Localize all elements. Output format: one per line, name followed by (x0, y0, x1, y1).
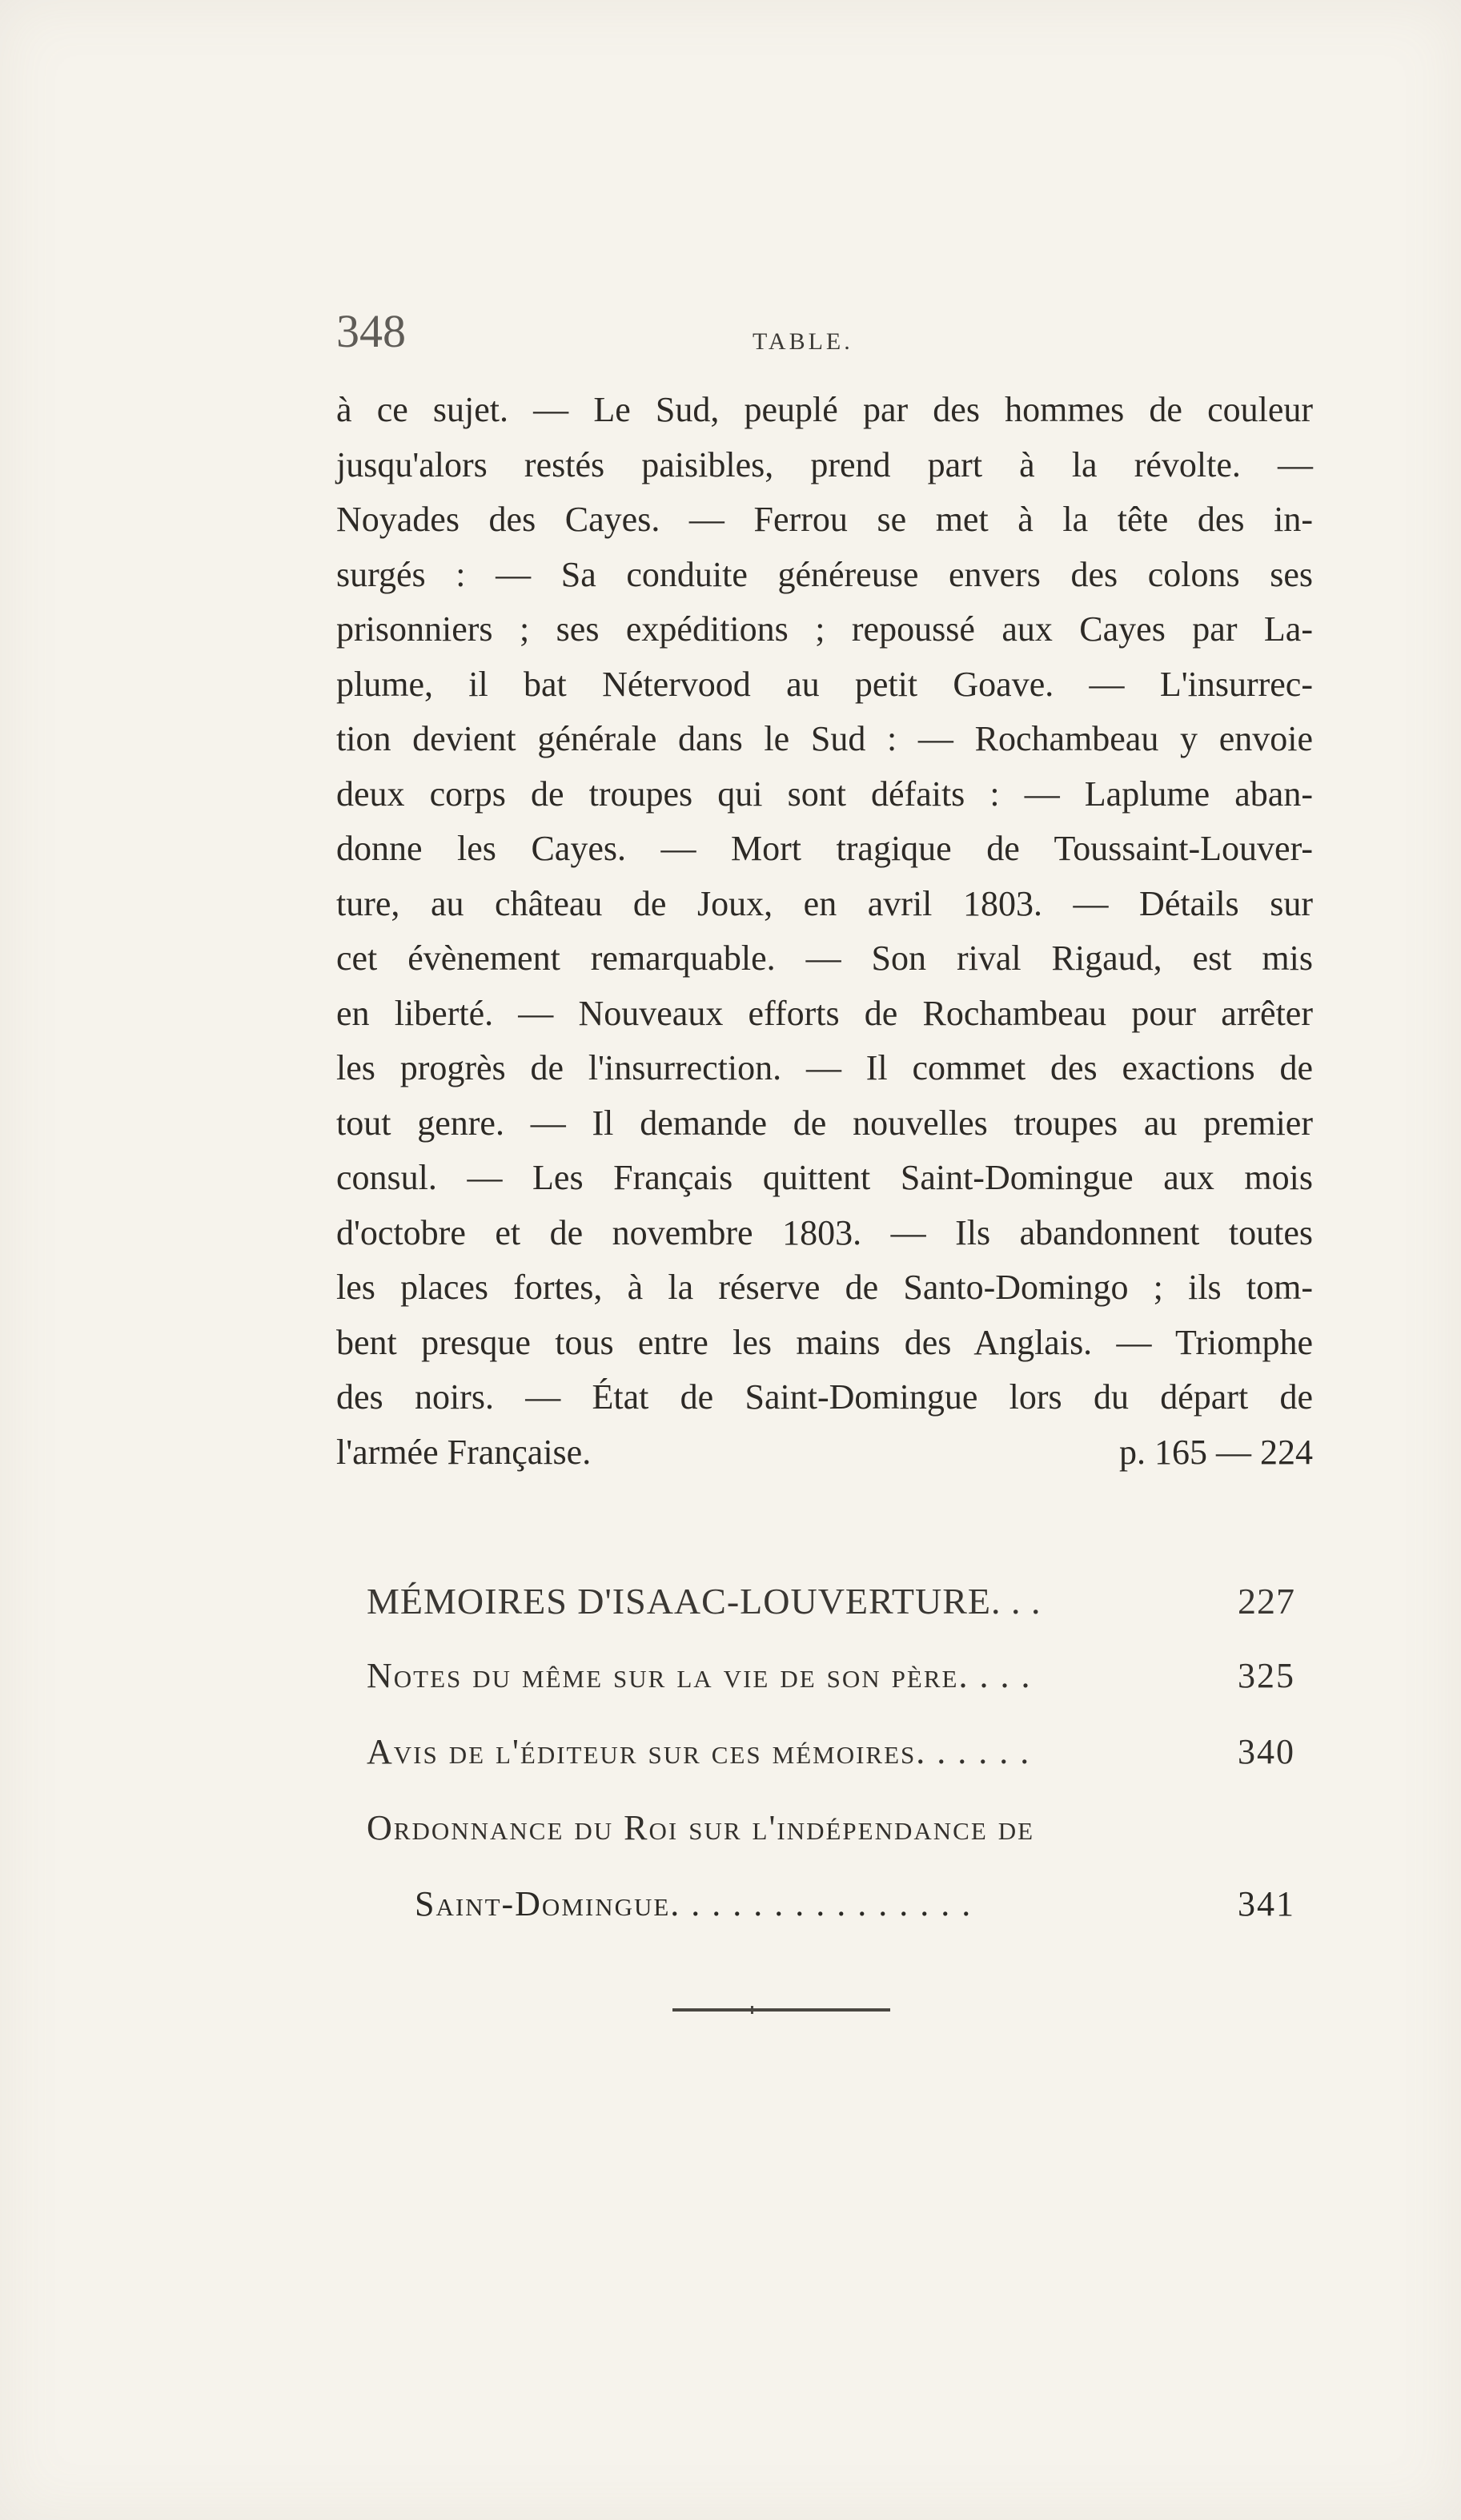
text-line: jusqu'alors restés paisibles, prend part à la révolte. — (336, 444, 1313, 484)
toc-entry-ordonnance-continued[interactable] (367, 1866, 1295, 1942)
text-line: à ce sujet. — Le Sud, peuplé par des hommes de couleur (336, 390, 1313, 429)
toc-entry-memoires[interactable] (367, 1565, 1295, 1638)
text-line: Noyades des Cayes. — Ferrou se met à la tête des in- (336, 500, 1313, 539)
toc-entries (367, 1565, 1295, 1942)
text-line: en liberté. — Nouveaux efforts de Rochambeau pour arrêter (336, 993, 1313, 1033)
text-line: des noirs. — État de Saint-Domingue lors du départ de (336, 1377, 1313, 1417)
closing-rule-ornament (751, 2006, 753, 2014)
running-head: TABLE. (753, 328, 853, 355)
text-line: surgés : — Sa conduite généreuse envers des colons ses (336, 554, 1313, 594)
toc-entry-notes[interactable] (367, 1638, 1295, 1714)
text-line: tion devient générale dans le Sud : — Rochambeau y envoie (336, 719, 1313, 758)
toc-entry-page: 340 (1238, 1732, 1295, 1771)
toc-entry-label: Ordonnance du Roi sur l'indépendance de (367, 1808, 1035, 1847)
text-line: prisonniers ; ses expéditions ; repoussé aux Cayes par La- (336, 609, 1313, 649)
closing-rule-divider (672, 2008, 890, 2012)
text-line: consul. — Les Français quittent Saint-Domingue aux mois (336, 1158, 1313, 1197)
toc-entry-avis[interactable] (367, 1714, 1295, 1790)
toc-entry-label: MÉMOIRES D'ISAAC-LOUVERTURE. . . (367, 1581, 1042, 1622)
text-line: donne les Cayes. — Mort tragique de Toussaint-Louver- (336, 829, 1313, 868)
toc-entry-page: 341 (1238, 1884, 1295, 1923)
text-line: bent presque tous entre les mains des Anglais. — Triomphe (336, 1322, 1313, 1362)
text-line: d'octobre et de novembre 1803. — Ils abandonnent toutes (336, 1212, 1313, 1252)
page-number: 348 (336, 305, 406, 357)
text-line: plume, il bat Nétervood au petit Goave. — L'insurrec- (336, 664, 1313, 704)
table-body-paragraph (336, 383, 1313, 1480)
text-line: ture, au château de Joux, en avril 1803. — Détails sur (336, 883, 1313, 923)
text-line: les progrès de l'insurrection. — Il commet des exactions de (336, 1048, 1313, 1087)
toc-entry-label: Saint-Domingue. . . . . . . . . . . . . . . (415, 1884, 973, 1923)
toc-entry-page: 227 (1238, 1581, 1295, 1622)
toc-entry-label: Avis de l'éditeur sur ces mémoires. . . . . . (367, 1732, 1031, 1771)
text-line: cet évènement remarquable. — Son rival Rigaud, est mis (336, 938, 1313, 978)
page-header (336, 304, 1313, 368)
text-line: deux corps de troupes qui sont défaits : — Laplume aban- (336, 774, 1313, 814)
page-range: p. 165 — 224 (1119, 1432, 1313, 1472)
toc-entry-page: 325 (1238, 1656, 1295, 1695)
toc-entry-label: Notes du même sur la vie de son père. . . . (367, 1656, 1032, 1695)
toc-entry-ordonnance[interactable] (367, 1790, 1295, 1866)
text-line: les places fortes, à la réserve de Santo-Domingo ; ils tom- (336, 1268, 1313, 1307)
last-line-text: l'armée Française. (336, 1432, 592, 1472)
text-line-last (336, 1425, 1313, 1481)
text-line: tout genre. — Il demande de nouvelles troupes au premier (336, 1103, 1313, 1143)
